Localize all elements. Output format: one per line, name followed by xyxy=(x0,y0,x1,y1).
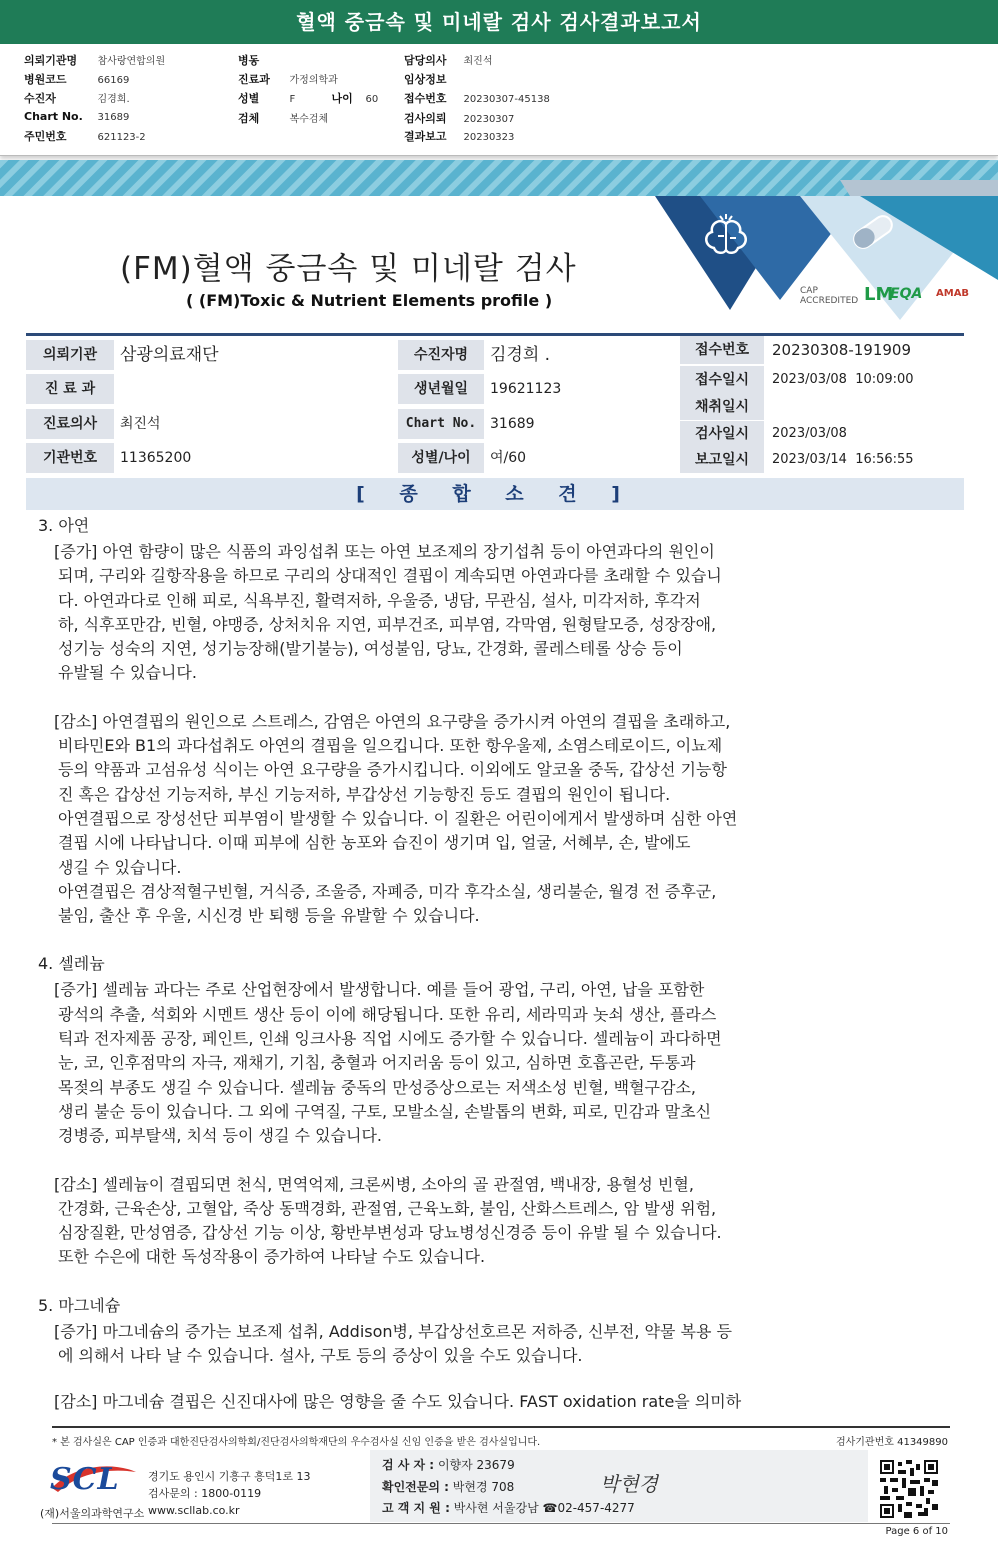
request-dept: 진료과 가정의학과 xyxy=(238,73,338,86)
value-org-no: 11365200 xyxy=(120,450,192,466)
lab-address: 경기도 용인시 기흥구 흥덕1로 13 xyxy=(148,1470,311,1483)
section-magnesium-title: 5. 마그네슘 xyxy=(38,1295,121,1315)
zinc-increase-paragraph xyxy=(38,540,878,686)
value-patient: 김경희 . xyxy=(490,345,551,365)
text-line: 눈, 코, 인후점막의 자극, 재채기, 기침, 충혈과 어지러움 등이 있고, 심하면 호흡곤란, 두통과 xyxy=(58,1053,696,1073)
text-line: 불임, 출산 후 우울, 시신경 반 퇴행 등을 유발할 수 있습니다. xyxy=(58,906,480,926)
label-chart: Chart No. xyxy=(398,409,484,439)
tester: 검 사 자 : 이향자 23679 xyxy=(382,1458,515,1472)
lab-registration-no: 검사기관번호 41349890 xyxy=(835,1437,948,1448)
text-line: [증가] 셀레늄 과다는 주로 산업현장에서 발생합니다. 예를 들어 광업, 구리, 아연, 납을 포함한 xyxy=(54,980,705,1000)
magnesium-increase-paragraph xyxy=(38,1320,878,1369)
text-line: 아연결핍은 겸상적혈구빈혈, 거식증, 조울증, 자폐증, 미각 후각소실, 생리불순, 월경 전 증후군, xyxy=(58,881,717,901)
section-selenium-title: 4. 셀레늄 xyxy=(38,954,105,974)
text-line: [증가] 마그네슘의 증가는 보조제 섭취, Addison병, 부갑상선호르몬 저하증, 신부전, 약물 복용 등 xyxy=(54,1321,732,1341)
value-test-date: 2023/03/08 xyxy=(772,426,847,441)
text-line: 목젖의 부종도 생길 수 있습니다. 셀레늄 중독의 만성증상으로는 저색소성 빈혈, 백혈구감소, xyxy=(58,1077,696,1097)
text-line: 유발될 수 있습니다. xyxy=(58,663,197,683)
value-collect-date xyxy=(766,394,964,420)
label-dept: 진 료 과 xyxy=(26,374,114,404)
label-receipt-no: 접수번호 xyxy=(680,336,764,364)
value-birth: 19621123 xyxy=(490,381,562,397)
text-line: 성기능 성숙의 지연, 성기능장해(발기불능), 여성불임, 당뇨, 간경화, 콜레스테롤 상승 등이 xyxy=(58,639,683,659)
page-number: Page 6 of 10 xyxy=(885,1526,948,1537)
lm-logo: LM xyxy=(864,284,894,305)
section-zinc-title: 3. 아연 xyxy=(38,516,90,535)
capsule-icon xyxy=(848,212,898,252)
request-institution: 의뢰기관명 참사랑연합의원 xyxy=(24,54,166,67)
eqa-logo: EQA xyxy=(890,286,923,302)
text-line: 생길 수 있습니다. xyxy=(58,857,182,877)
value-sex-age: 여/60 xyxy=(490,450,527,466)
report-banner-title: 혈액 중금속 및 미네랄 검사 검사결과보고서 xyxy=(0,0,998,44)
request-patient: 수진자 김경희. xyxy=(24,92,130,105)
request-doctor: 담당의사 최진석 xyxy=(404,54,493,67)
text-line: 되며, 구리와 길항작용을 하므로 구리의 상대적인 결핍이 계속되면 아연과다를 초래할 수 있습니 xyxy=(58,566,722,586)
qr-code-icon xyxy=(880,1460,938,1518)
label-org-no: 기관번호 xyxy=(26,443,114,473)
label-institution: 의뢰기관 xyxy=(26,340,114,370)
text-line: 결핍 시에 나타납니다. 이때 피부에 심한 농포와 습진이 생기며 입, 얼굴, 서혜부, 손, 발에도 xyxy=(58,833,691,853)
value-report-date: 2023/03/14 16:56:55 xyxy=(772,452,914,467)
label-receipt-date: 접수일시 xyxy=(680,366,764,394)
report-subtitle: ( (FM)Toxic & Nutrient Elements profile ) xyxy=(186,291,553,310)
request-ward: 병동 xyxy=(238,54,260,67)
request-receipt: 접수번호 20230307-45138 xyxy=(404,92,550,105)
text-line: 심장질환, 만성염증, 갑상선 기능 이상, 황반부변성과 당뇨병성신경증 등이 유발 될 수 있습니다. xyxy=(58,1223,722,1243)
text-line: 하, 식후포만감, 빈혈, 야맹증, 상처치유 지연, 피부건조, 피부염, 각막염, 원형탈모증, 성장장애, xyxy=(58,614,717,634)
signature: 박현경 xyxy=(600,1472,658,1496)
request-hospital-code: 병원코드 66169 xyxy=(24,73,130,86)
request-clinical: 임상정보 xyxy=(404,73,447,86)
lab-contact xyxy=(148,1468,311,1519)
text-line: 간경화, 근육손상, 고혈압, 죽상 동맥경화, 관절염, 근육노화, 불임, 산화스트레스, 암 발생 위험, xyxy=(58,1198,717,1218)
certification-logos xyxy=(800,282,970,314)
zinc-decrease-paragraph xyxy=(38,710,878,929)
text-line: 등의 약품과 고섬유성 식이는 아연 요구량을 증가시킵니다. 이외에도 알코올 중독, 갑상선 기능항 xyxy=(58,760,727,780)
selenium-increase-paragraph xyxy=(38,978,878,1148)
report-title: (FM)혈액 중금속 및 미네랄 검사 xyxy=(120,251,577,287)
label-test-date: 검사일시 xyxy=(680,421,764,447)
lab-name: (재)서울의과학연구소 xyxy=(40,1507,145,1520)
confirming-specialist: 확인전문의 : 박현경 708 xyxy=(382,1480,515,1494)
text-line: 에 의해서 나타 날 수 있습니다. 설사, 구토 등의 증상이 있을 수도 있습니다. xyxy=(58,1346,583,1366)
text-line: [감소] 마그네슘 결핍은 신진대사에 많은 영향을 줄 수도 있습니다. FAST oxidation rate을 의미하 xyxy=(54,1392,742,1412)
lab-website: www.scllab.co.kr xyxy=(148,1504,240,1517)
request-info-strip xyxy=(0,44,998,156)
selenium-decrease-paragraph xyxy=(38,1173,878,1270)
text-line: 다. 아연과다로 인해 피로, 식욕부진, 활력저하, 우울증, 냉담, 무관심, 설사, 미각저하, 후각저 xyxy=(58,590,701,610)
text-line: 진 혹은 갑상선 기능저하, 부신 기능저하, 부갑상선 기능항진 등도 결핍의 원인이 됩니다. xyxy=(58,784,671,804)
value-doctor: 최진석 xyxy=(120,416,161,432)
value-dept xyxy=(114,374,394,404)
text-line: 아연결핍으로 장성선단 피부염이 발생할 수 있습니다. 이 질환은 어린이에게서 발생하며 심한 아연 xyxy=(58,808,738,828)
report-date: 결과보고 20230323 xyxy=(404,130,515,143)
text-line: 비타민E와 B1의 과다섭취도 아연의 결핍을 일으킵니다. 또한 항우울제, 소염스테로이드, 이뇨제 xyxy=(58,736,723,756)
request-chart: Chart No. 31689 xyxy=(24,110,130,123)
cap-logo: CAP ACCREDITED xyxy=(800,286,859,306)
lab-inquiry: 검사문의 : 1800-0119 xyxy=(148,1487,262,1500)
text-line: [감소] 아연결핍의 원인으로 스트레스, 감염은 아연의 요구량을 증가시켜 아연의 결핍을 초래하고, xyxy=(54,711,731,731)
footer-rule xyxy=(52,1426,950,1428)
request-date: 검사의뢰 20230307 xyxy=(404,112,515,125)
text-line: 틱과 전자제품 공장, 페인트, 인쇄 잉크사용 직업 시에도 증가할 수 있습니다. 셀레늄이 과다하면 xyxy=(58,1029,722,1049)
label-birth: 생년월일 xyxy=(398,374,484,404)
request-specimen: 검체 복수검체 xyxy=(238,112,329,125)
label-patient: 수진자명 xyxy=(398,340,484,370)
value-receipt-no: 20230308-191909 xyxy=(772,341,912,359)
text-line: 경병증, 피부탈색, 치석 등이 생길 수 있습니다. xyxy=(58,1126,382,1146)
brain-icon xyxy=(700,212,752,258)
request-id: 주민번호 621123-2 xyxy=(24,130,146,143)
text-line: [증가] 아연 함량이 많은 식품의 과잉섭취 또는 아연 보조제의 장기섭취 등이 아연과다의 원인이 xyxy=(54,542,715,561)
request-sex-age: 성별 F 나이 60 xyxy=(238,92,379,105)
overall-opinion-header: [ 종 합 소 견 ] xyxy=(26,478,964,510)
certification-note: * 본 검사실은 CAP 인증과 대한진단검사의학회/진단검사의학재단의 우수검사실 신임 인증을 받은 검사실입니다. xyxy=(52,1437,541,1448)
amab-logo: AMAB xyxy=(936,288,970,299)
value-chart: 31689 xyxy=(490,416,535,432)
customer-support: 고 객 지 원 : 박사현 서울강남 ☎02-457-4277 xyxy=(382,1501,635,1515)
magnesium-decrease-paragraph xyxy=(38,1390,878,1414)
label-doctor: 진료의사 xyxy=(26,409,114,439)
value-receipt-date: 2023/03/08 10:09:00 xyxy=(772,372,914,387)
value-institution: 삼광의료재단 xyxy=(120,345,219,365)
opinion-body xyxy=(38,514,878,1415)
footer-bottom-rule xyxy=(52,1523,950,1524)
label-sex-age: 성별/나이 xyxy=(398,443,484,473)
text-line: 또한 수은에 대한 독성작용이 증가하여 나타날 수도 있습니다. xyxy=(58,1247,486,1267)
label-report-date: 보고일시 xyxy=(680,447,764,473)
scl-logo: SCL xyxy=(50,1462,120,1497)
text-line: 생리 불순 등이 있습니다. 그 외에 구역질, 구토, 모발소실, 손발톱의 변화, 피로, 민감과 말초신 xyxy=(58,1101,712,1121)
label-collect-date: 채취일시 xyxy=(680,394,764,420)
text-line: [감소] 셀레늄이 결핍되면 천식, 면역억제, 크론씨병, 소아의 골 관절염, 백내장, 용혈성 빈혈, xyxy=(54,1174,694,1194)
text-line: 광석의 추출, 석회와 시멘트 생산 등이 이에 해당됩니다. 또한 유리, 세라믹과 놋쇠 생산, 플라스 xyxy=(58,1004,717,1024)
